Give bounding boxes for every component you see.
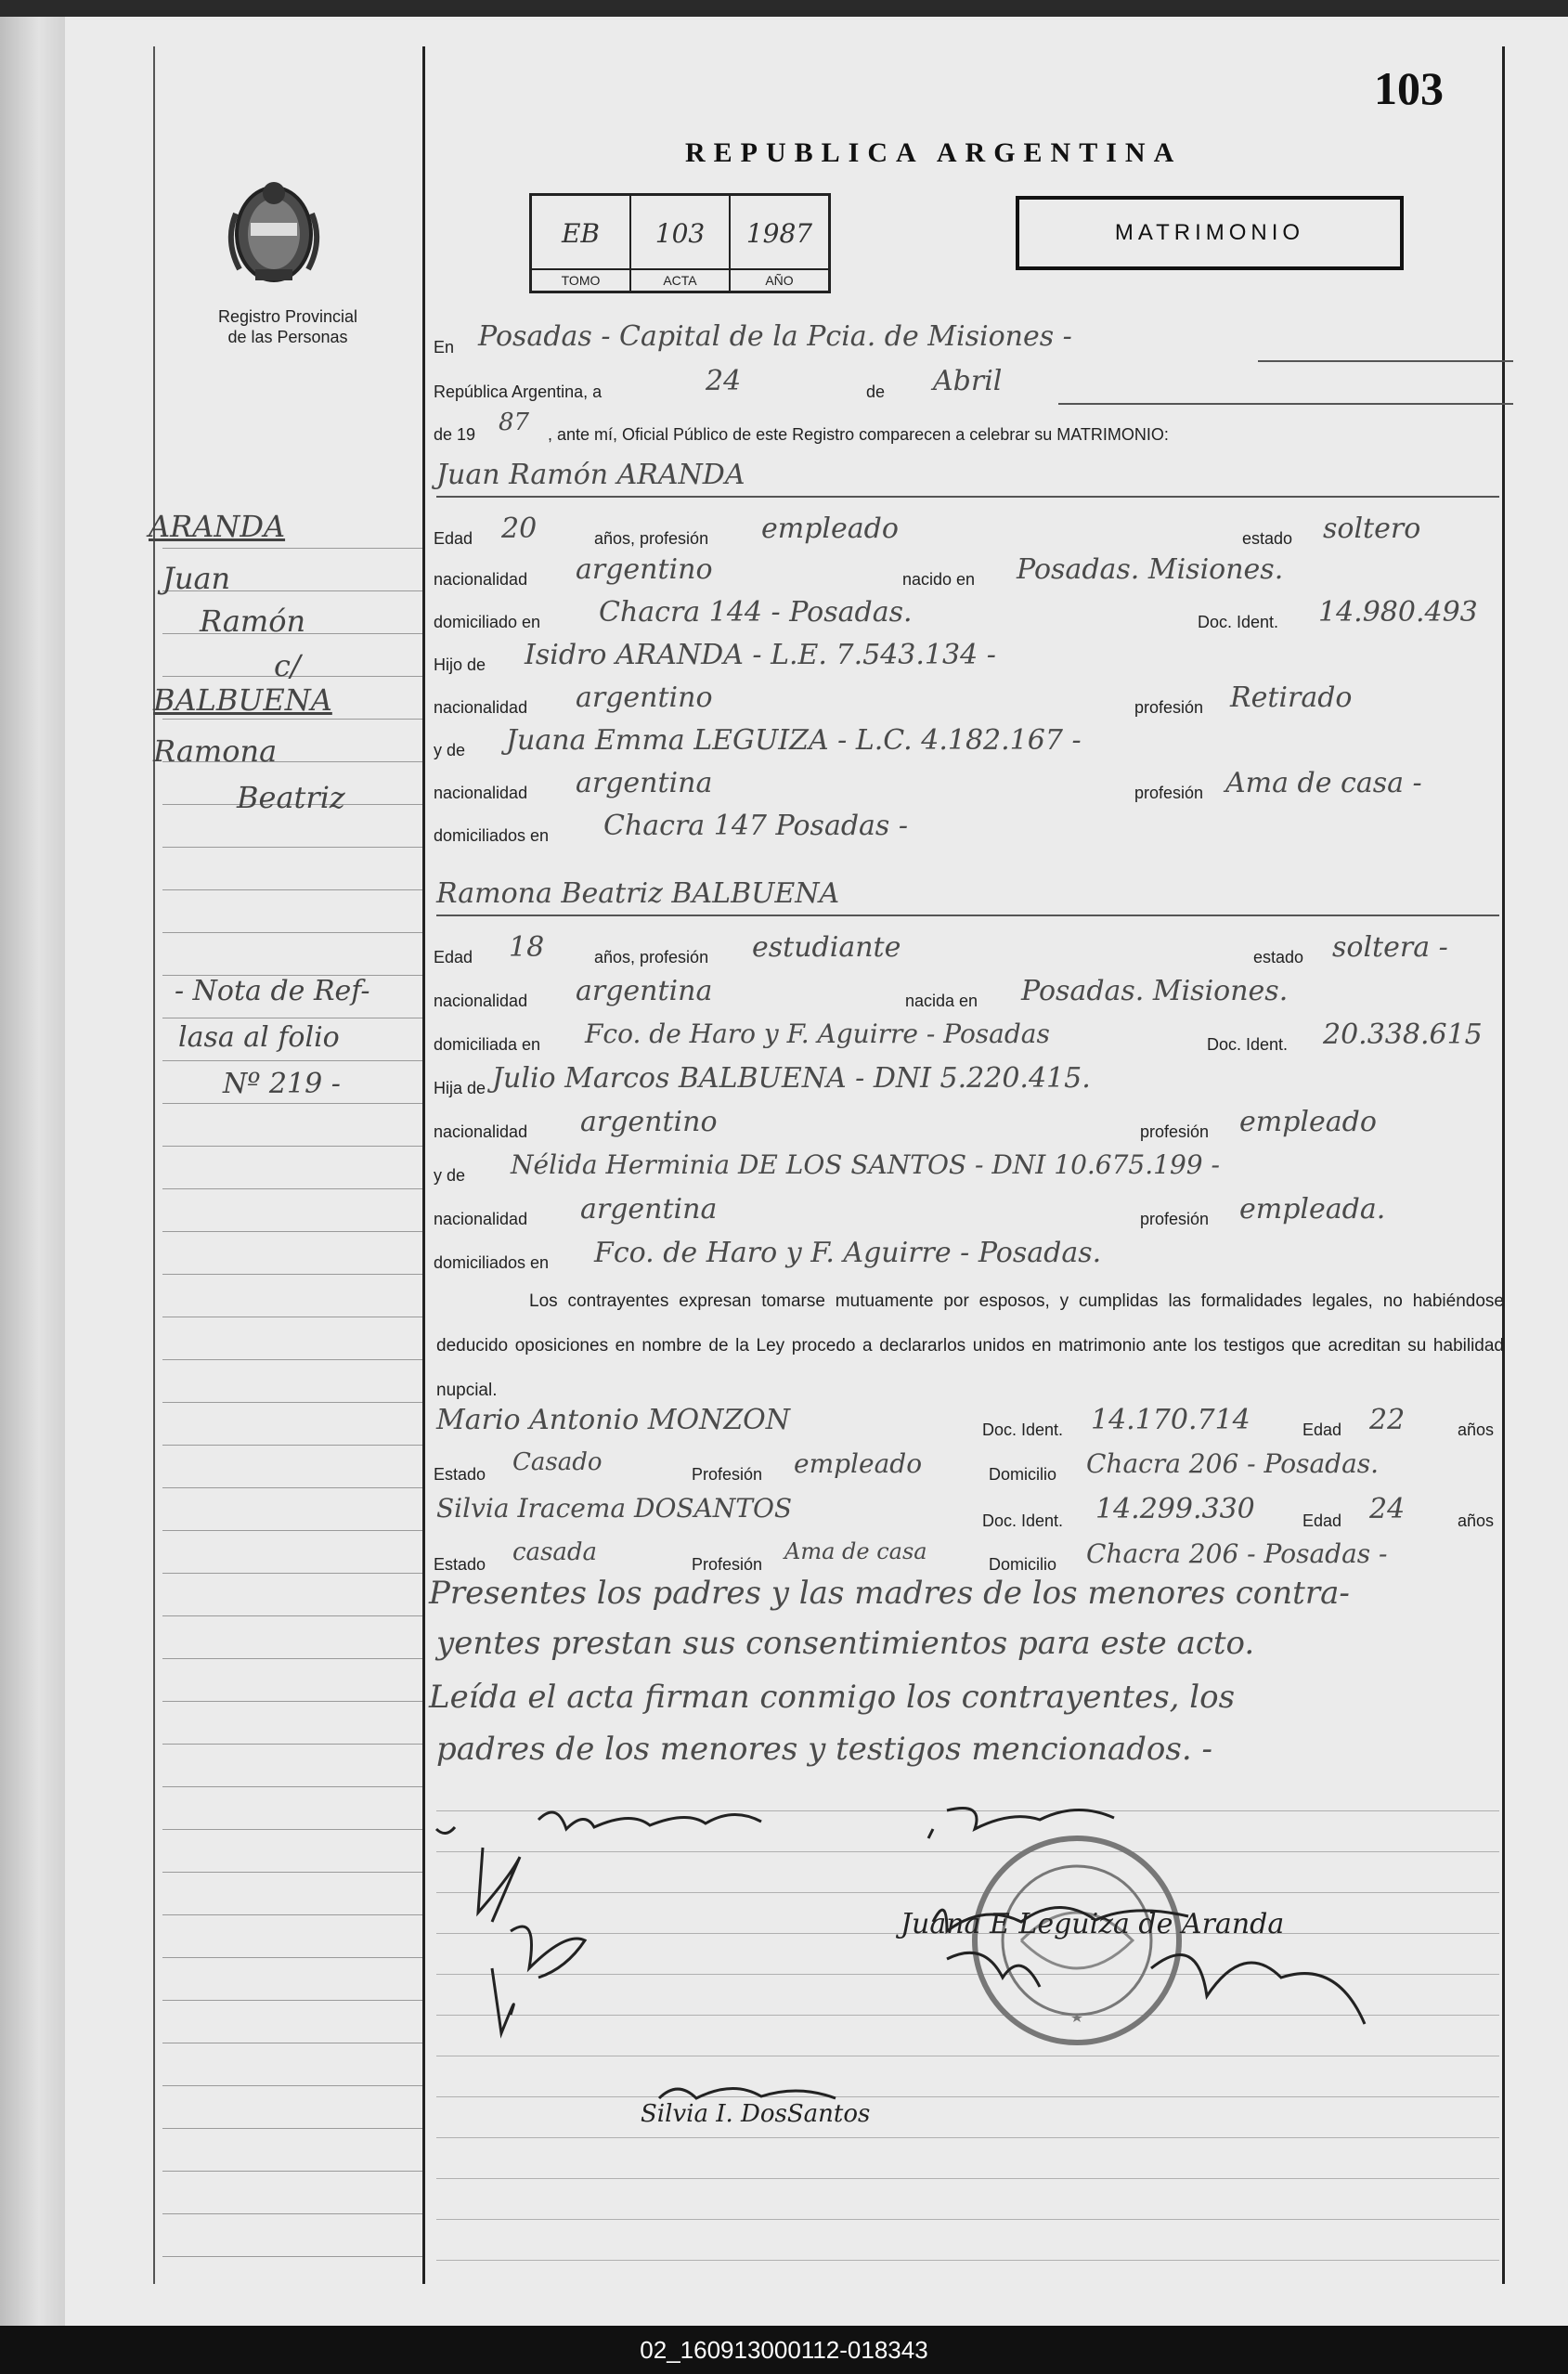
bride-madre-label: y de: [434, 1166, 466, 1185]
book-binding: [0, 0, 65, 2326]
witness-2-dom-label: Domicilio: [989, 1555, 1057, 1574]
month-value: Abril: [933, 365, 1003, 397]
margin-name-1: Juan: [162, 561, 231, 596]
witness-2-name: Silvia Iracema DOSANTOS: [436, 1493, 793, 1524]
fill-line: [436, 496, 1499, 498]
witness-1-estado-label: Estado: [434, 1465, 486, 1484]
groom-padre-nac: argentino: [576, 681, 713, 714]
groom-nacionalidad: argentino: [576, 553, 713, 586]
margin-rule: [422, 46, 425, 2284]
signature-bride: [478, 1848, 520, 1922]
witness-2-anios: años: [1458, 1511, 1495, 1530]
groom-padres-dom-label: domiciliados en: [434, 826, 550, 845]
bride-profesion: estudiante: [752, 931, 901, 964]
groom-edad-label: Edad: [434, 529, 473, 548]
acta-value: 103: [654, 218, 706, 249]
margin-ruling-line: [162, 2213, 422, 2214]
note-line-1: Presentes los padres y las madres de los menores contra-: [429, 1575, 1350, 1612]
bride-padre-prof-label: profesión: [1140, 1122, 1210, 1141]
tomo-cell: [532, 196, 631, 291]
bride-madre-prof: empleada.: [1239, 1193, 1386, 1226]
en-label: En: [434, 338, 455, 357]
witness-1-anios: años: [1458, 1421, 1495, 1439]
fill-line: [1058, 403, 1513, 405]
signature-ruling-line: [436, 2260, 1499, 2261]
registry-line-2: de las Personas: [227, 328, 348, 346]
signature-father: [928, 1809, 1114, 1839]
witness-1-name: Mario Antonio MONZON: [436, 1404, 791, 1436]
bride-doc-label: Doc. Ident.: [1207, 1035, 1289, 1054]
acta-cell: [631, 196, 731, 291]
margin-ruling-line: [162, 1274, 422, 1275]
groom-estado: soltero: [1323, 512, 1421, 545]
margin-ruling-line: [162, 719, 422, 720]
margin-nota-3: Nº 219 -: [223, 1068, 341, 1100]
place-value: Posadas - Capital de la Pcia. de Misiones -: [478, 320, 1072, 353]
witness-2-doc-label: Doc. Ident.: [982, 1511, 1064, 1530]
signature-ruling-line: [436, 2178, 1499, 2179]
republica-label: República Argentina, a: [434, 383, 603, 401]
margin-nota-2: lasa al folio: [178, 1021, 340, 1054]
act-type-box: MATRIMONIO: [1016, 196, 1404, 270]
bride-madre-nac: argentina: [580, 1193, 718, 1226]
groom-madre-prof-label: profesión: [1134, 784, 1204, 802]
margin-ruling-line: [162, 1231, 422, 1232]
registry-line-1: Registro Provincial: [217, 307, 358, 326]
left-rule: [153, 46, 155, 2284]
groom-name: Juan Ramón ARANDA: [436, 459, 745, 491]
margin-ruling-line: [162, 1487, 422, 1488]
signature-mother-text: Juana E Leguiza de Aranda: [901, 1908, 1285, 1940]
witness-2-estado: casada: [512, 1538, 598, 1566]
declaration-text: Los contrayentes expresan tomarse mutuamente por esposos, y cumplidas las formalidades legales, no habiéndose deducido oposiciones en nombre de la Ley procedo a declararlos unidos en matrimonio ante los testigos que acreditan su habilidad nupcial.: [436, 1291, 1504, 1400]
witness-1-profesion: empleado: [794, 1448, 923, 1479]
groom-estado-label: estado: [1242, 529, 1293, 548]
groom-madre-nac: argentina: [576, 767, 713, 799]
groom-doc-label: Doc. Ident.: [1198, 613, 1279, 631]
bride-padres-dom-label: domiciliados en: [434, 1253, 550, 1272]
margin-ruling-line: [162, 1060, 422, 1061]
margin-ruling-line: [162, 1530, 422, 1531]
tomo-value: EB: [561, 218, 600, 249]
margin-name-2: Ramón: [200, 603, 306, 639]
margin-ruling-line: [162, 1573, 422, 1574]
margin-ruling-line: [162, 2000, 422, 2001]
groom-nacido: Posadas. Misiones.: [1017, 553, 1284, 586]
witness-1-edad: 22: [1369, 1404, 1406, 1436]
margin-ruling-line: [162, 1188, 422, 1189]
bride-padre-prof: empleado: [1239, 1106, 1377, 1138]
margin-ruling-line: [162, 1402, 422, 1403]
margin-ruling-line: [162, 2085, 422, 2086]
bride-madre-prof-label: profesión: [1140, 1210, 1210, 1228]
groom-madre-prof: Ama de casa -: [1225, 767, 1422, 799]
signature-witness-text: Silvia I. DosSantos: [641, 2100, 871, 2128]
margin-ruling-line: [162, 932, 422, 933]
groom-padre-label: Hijo de: [434, 655, 486, 674]
groom-prof-label: años, profesión: [594, 529, 709, 548]
bride-estado-label: estado: [1253, 948, 1304, 966]
groom-madre: Juana Emma LEGUIZA - L.C. 4.182.167 -: [506, 724, 1082, 757]
bride-dom-label: domiciliada en: [434, 1035, 541, 1054]
bride-padre: Julio Marcos BALBUENA - DNI 5.220.415.: [492, 1062, 1091, 1095]
witness-2-profesion: Ama de casa: [784, 1538, 927, 1564]
note-line-2: yentes prestan sus consentimientos para este acto.: [436, 1625, 1255, 1662]
signature-official: [1151, 1954, 1365, 2024]
signatures-area: [427, 1801, 1504, 2135]
witness-1-edad-label: Edad: [1302, 1421, 1342, 1439]
margin-ruling-line: [162, 1615, 422, 1616]
fill-line: [436, 915, 1499, 916]
reference-box: [529, 193, 831, 293]
bride-name: Ramona Beatriz BALBUENA: [436, 877, 840, 910]
folio-number: 103: [1374, 62, 1444, 114]
signature-groom: [538, 1812, 761, 1829]
margin-name-3: Ramona: [153, 733, 278, 769]
margin-ruling-line: [162, 847, 422, 848]
margin-nota-1: - Nota de Ref-: [175, 975, 370, 1007]
bride-nac-label: nacionalidad: [434, 992, 528, 1010]
bride-madre-nac-label: nacionalidad: [434, 1210, 528, 1228]
fill-line: [1258, 360, 1513, 362]
witness-1-prof-label: Profesión: [692, 1465, 763, 1484]
signature-ruling-line: [436, 2219, 1499, 2220]
groom-padre: Isidro ARANDA - L.E. 7.543.134 -: [525, 639, 996, 671]
margin-ruling-line: [162, 1658, 422, 1659]
witness-2-estado-label: Estado: [434, 1555, 486, 1574]
anio-value: 1987: [745, 218, 813, 249]
groom-nac-label: nacionalidad: [434, 570, 528, 589]
bride-edad: 18: [509, 931, 545, 964]
anio-cell: [731, 196, 828, 291]
margin-ruling-line: [162, 2128, 422, 2129]
note-line-4: padres de los menores y testigos mencionados. -: [436, 1731, 1212, 1768]
margin-ruling-line: [162, 548, 422, 549]
bride-nacido: Posadas. Misiones.: [1021, 975, 1289, 1007]
registry-name: [176, 306, 399, 347]
margin-ruling-line: [162, 889, 422, 890]
margin-ruling-line: [162, 1786, 422, 1787]
bride-madre: Nélida Herminia DE LOS SANTOS - DNI 10.675.199 -: [511, 1149, 1220, 1180]
groom-profesion: empleado: [761, 512, 899, 545]
groom-padre-prof: Retirado: [1230, 681, 1353, 714]
coat-of-arms-icon: [223, 176, 325, 288]
groom-doc: 14.980.493: [1318, 596, 1478, 629]
margin-ruling-line: [162, 1146, 422, 1147]
bride-padre-nac-label: nacionalidad: [434, 1122, 528, 1141]
witness-2-domicilio: Chacra 206 - Posadas -: [1086, 1538, 1388, 1569]
bride-padre-label: Hija de: [434, 1079, 486, 1097]
witness-2-doc: 14.299.330: [1095, 1493, 1255, 1525]
groom-nacido-label: nacido en: [902, 570, 976, 589]
image-id-footer: 02_160913000112-018343: [0, 2326, 1568, 2374]
groom-madre-label: y de: [434, 741, 466, 759]
margin-ruling-line: [162, 1701, 422, 1702]
witness-2-edad-label: Edad: [1302, 1511, 1342, 1530]
year-prefix: de 19: [434, 425, 476, 444]
bride-doc: 20.338.615: [1323, 1018, 1483, 1051]
country-heading: REPUBLICA ARGENTINA: [685, 137, 1183, 168]
tomo-label: TOMO: [532, 268, 629, 291]
groom-edad: 20: [501, 512, 538, 545]
margin-conector: c/: [274, 648, 301, 683]
margin-ruling-line: [162, 2171, 422, 2172]
acta-label: ACTA: [631, 268, 729, 291]
margin-ruling-line: [162, 1359, 422, 1360]
witness-1-domicilio: Chacra 206 - Posadas.: [1086, 1448, 1380, 1479]
bride-domicilio: Fco. de Haro y F. Aguirre - Posadas: [585, 1018, 1050, 1049]
year-suffix: 87: [499, 409, 530, 436]
bride-padre-nac: argentino: [580, 1106, 718, 1138]
witness-1-dom-label: Domicilio: [989, 1465, 1057, 1484]
margin-ruling-line: [162, 1744, 422, 1745]
margin-name-4: Beatriz: [237, 780, 345, 815]
witness-1-estado: Casado: [512, 1448, 603, 1476]
bride-prof-label: años, profesión: [594, 948, 709, 966]
witness-2-prof-label: Profesión: [692, 1555, 763, 1574]
groom-domicilio: Chacra 144 - Posadas.: [599, 596, 913, 629]
bride-edad-label: Edad: [434, 948, 473, 966]
witness-1-doc-label: Doc. Ident.: [982, 1421, 1064, 1439]
signature-witness-2: [659, 2088, 836, 2098]
groom-dom-label: domiciliado en: [434, 613, 541, 631]
margin-ruling-line: [162, 1872, 422, 1873]
margin-ruling-line: [162, 1445, 422, 1446]
margin-ruling-line: [162, 1914, 422, 1915]
groom-padres-dom: Chacra 147 Posadas -: [603, 810, 908, 842]
witness-2-edad: 24: [1369, 1493, 1406, 1525]
groom-padre-prof-label: profesión: [1134, 698, 1204, 717]
note-line-3: Leída el acta firman conmigo los contrayentes, los: [429, 1679, 1236, 1716]
groom-madre-nac-label: nacionalidad: [434, 784, 528, 802]
top-edge: [0, 0, 1568, 17]
intro-text: , ante mí, Oficial Público de este Registro comparecen a celebrar su MATRIMONIO:: [548, 425, 1169, 444]
witness-1-doc: 14.170.714: [1091, 1404, 1251, 1436]
bride-nacido-label: nacida en: [905, 992, 978, 1010]
de-label: de: [866, 383, 886, 401]
margin-ruling-line: [162, 1103, 422, 1104]
margin-ruling-line: [162, 1829, 422, 1830]
bride-padres-dom: Fco. de Haro y F. Aguirre - Posadas.: [594, 1237, 1102, 1269]
bride-nacionalidad: argentina: [576, 975, 713, 1007]
groom-padre-nac-label: nacionalidad: [434, 698, 528, 717]
bride-estado: soltera -: [1332, 931, 1448, 964]
margin-ruling-line: [162, 1957, 422, 1958]
margin-surname-1: ARANDA: [149, 509, 286, 544]
margin-ruling-line: [162, 2256, 422, 2257]
margin-surname-2: BALBUENA: [153, 682, 332, 718]
day-value: 24: [706, 365, 742, 397]
anio-label: AÑO: [731, 268, 828, 291]
signature-ruling-line: [436, 2137, 1499, 2138]
